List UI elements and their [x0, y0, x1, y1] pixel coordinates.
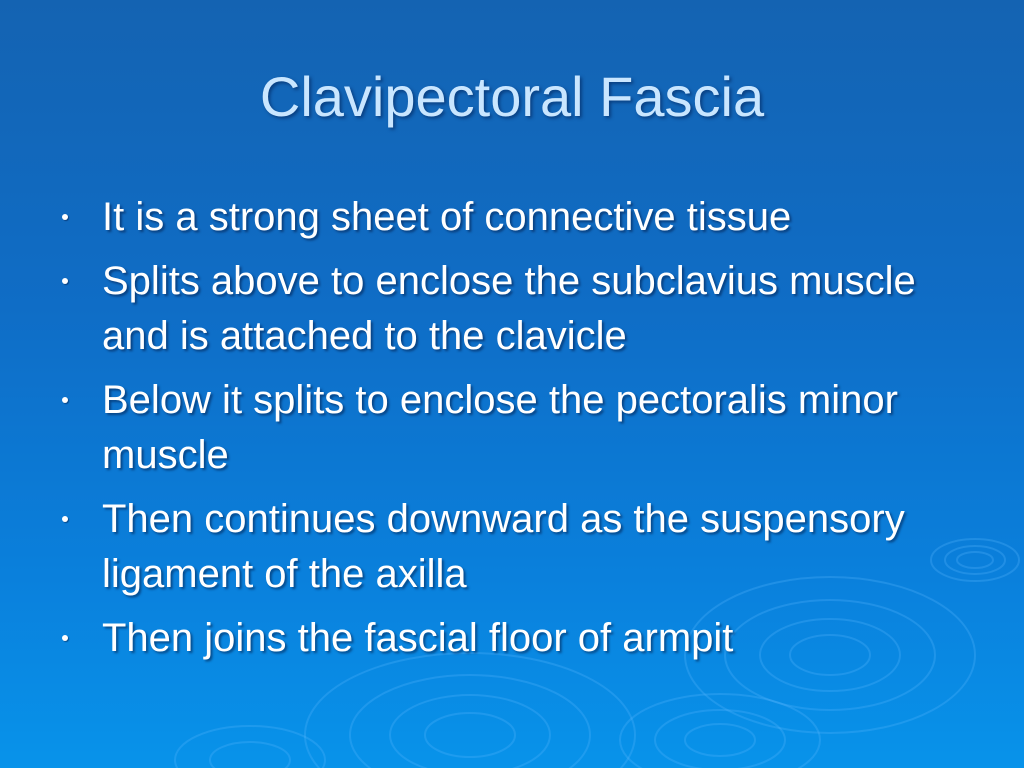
- bullet-text: Then joins the fascial floor of armpit: [102, 616, 734, 660]
- bullet-dot-icon: [62, 214, 68, 220]
- bullet-list: [62, 190, 962, 675]
- bullet-dot-icon: [62, 516, 68, 522]
- bullet-text: Then continues downward as the suspensory ligament of the axilla: [102, 497, 905, 596]
- bullet-item: [62, 492, 962, 602]
- bullet-item: [62, 373, 962, 483]
- bullet-item: [62, 254, 962, 364]
- bullet-dot-icon: [62, 397, 68, 403]
- bullet-item: [62, 611, 962, 666]
- bullet-text: It is a strong sheet of connective tissue: [102, 195, 792, 239]
- bullet-dot-icon: [62, 635, 68, 641]
- bullet-dot-icon: [62, 278, 68, 284]
- bullet-item: [62, 190, 962, 245]
- bullet-text: Below it splits to enclose the pectoralis minor muscle: [102, 378, 898, 477]
- slide-title: Clavipectoral Fascia: [259, 65, 765, 128]
- bullet-text: Splits above to enclose the subclavius muscle and is attached to the clavicle: [102, 259, 916, 358]
